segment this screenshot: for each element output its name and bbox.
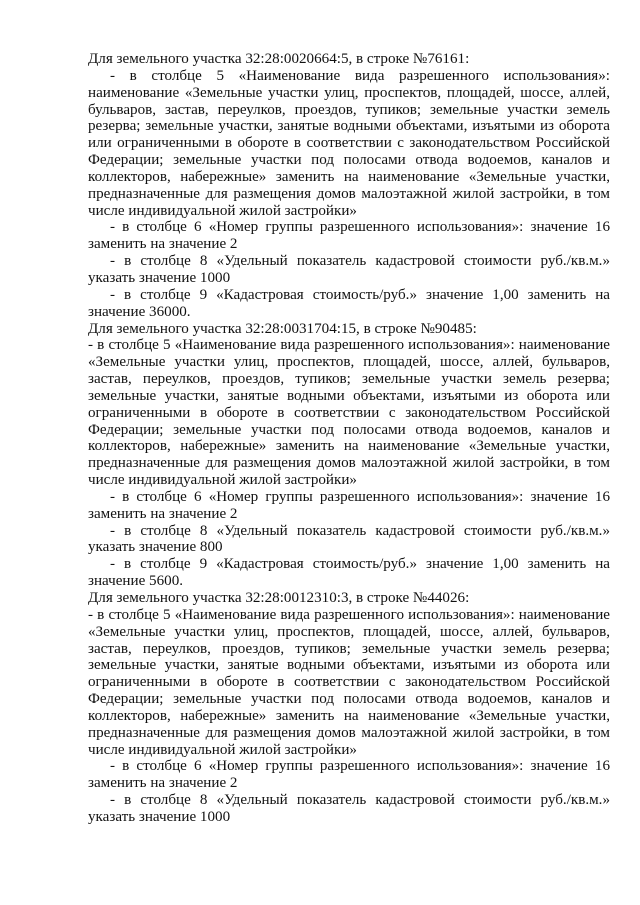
list-item: - в столбце 8 «Удельный показатель кадастровой стоимости руб./кв.м.» указать значение 1000 — [88, 253, 610, 286]
list-item: - в столбце 6 «Номер группы разрешенного использования»: значение 16 заменить на значение 2 — [88, 758, 610, 792]
document-page — [88, 51, 610, 826]
section-heading: Для земельного участка 32:28:0020664:5, в строке №76161: — [88, 51, 470, 67]
list-item: - в столбце 9 «Кадастровая стоимость/руб.» значение 1,00 заменить на значение 36000. — [88, 286, 610, 320]
list-item: - в столбце 5 «Наименование вида разрешенного использования»: наименование «Земельные участки улиц, проспектов, площадей, шоссе, аллей, бульваров, застав, переулков, проездов, тупиков; земельные участки земель резерва; земельные участки, занятые водными объектами, изъятыми из оборота или ограниченными в обороте в соответствии с законодательством Российской Федерации; земельные участки под полосами отвода водоемов, каналов и коллекторов, набережные» заменить на наименование «Земельные участки, предназначенные для размещения домов малоэтажной жилой застройки, в том числе индивидуальной жилой застройки» — [88, 337, 610, 489]
list-item: - в столбце 5 «Наименование вида разрешенного использования»: наименование «Земельные участки улиц, проспектов, площадей, шоссе, аллей, бульваров, застав, переулков, проездов, тупиков; земельные участки земель резерва; земельные участки, занятые водными объектами, изъятыми из оборота или ограниченными в обороте в соответствии с законодательством Российской Федерации; земельные участки под полосами отвода водоемов, каналов и коллекторов, набережные» заменить на наименование «Земельные участки, предназначенные для размещения домов малоэтажной жилой застройки, в том числе индивидуальной жилой застройки» — [88, 606, 610, 758]
list-item: - в столбце 6 «Номер группы разрешенного использования»: значение 16 заменить на значение 2 — [88, 219, 610, 253]
list-item: - в столбце 9 «Кадастровая стоимость/руб.» значение 1,00 заменить на значение 5600. — [88, 556, 610, 590]
section-heading: Для земельного участка 32:28:0012310:3, в строке №44026: — [88, 590, 470, 606]
list-item: - в столбце 8 «Удельный показатель кадастровой стоимости руб./кв.м.» указать значение 800 — [88, 522, 610, 556]
section-heading: Для земельного участка 32:28:0031704:15, в строке №90485: — [88, 320, 477, 337]
list-item: - в столбце 6 «Номер группы разрешенного использования»: значение 16 заменить на значение 2 — [88, 488, 610, 522]
list-item: - в столбце 8 «Удельный показатель кадастровой стоимости руб./кв.м.» указать значение 1000 — [88, 792, 610, 825]
list-item: - в столбце 5 «Наименование вида разрешенного использования»: наименование «Земельные участки улиц, проспектов, площадей, шоссе, аллей, бульваров, застав, переулков, проездов, тупиков; земельные участки земель резерва; земельные участки, занятые водными объектами, изъятыми из оборота или ограниченными в обороте в соответствии с законодательством Российской Федерации; земельные участки под полосами отвода водоемов, каналов и коллекторов, набережные» заменить на наименование «Земельные участки, предназначенные для размещения домов малоэтажной жилой застройки, в том числе индивидуальной жилой застройки» — [88, 67, 610, 219]
